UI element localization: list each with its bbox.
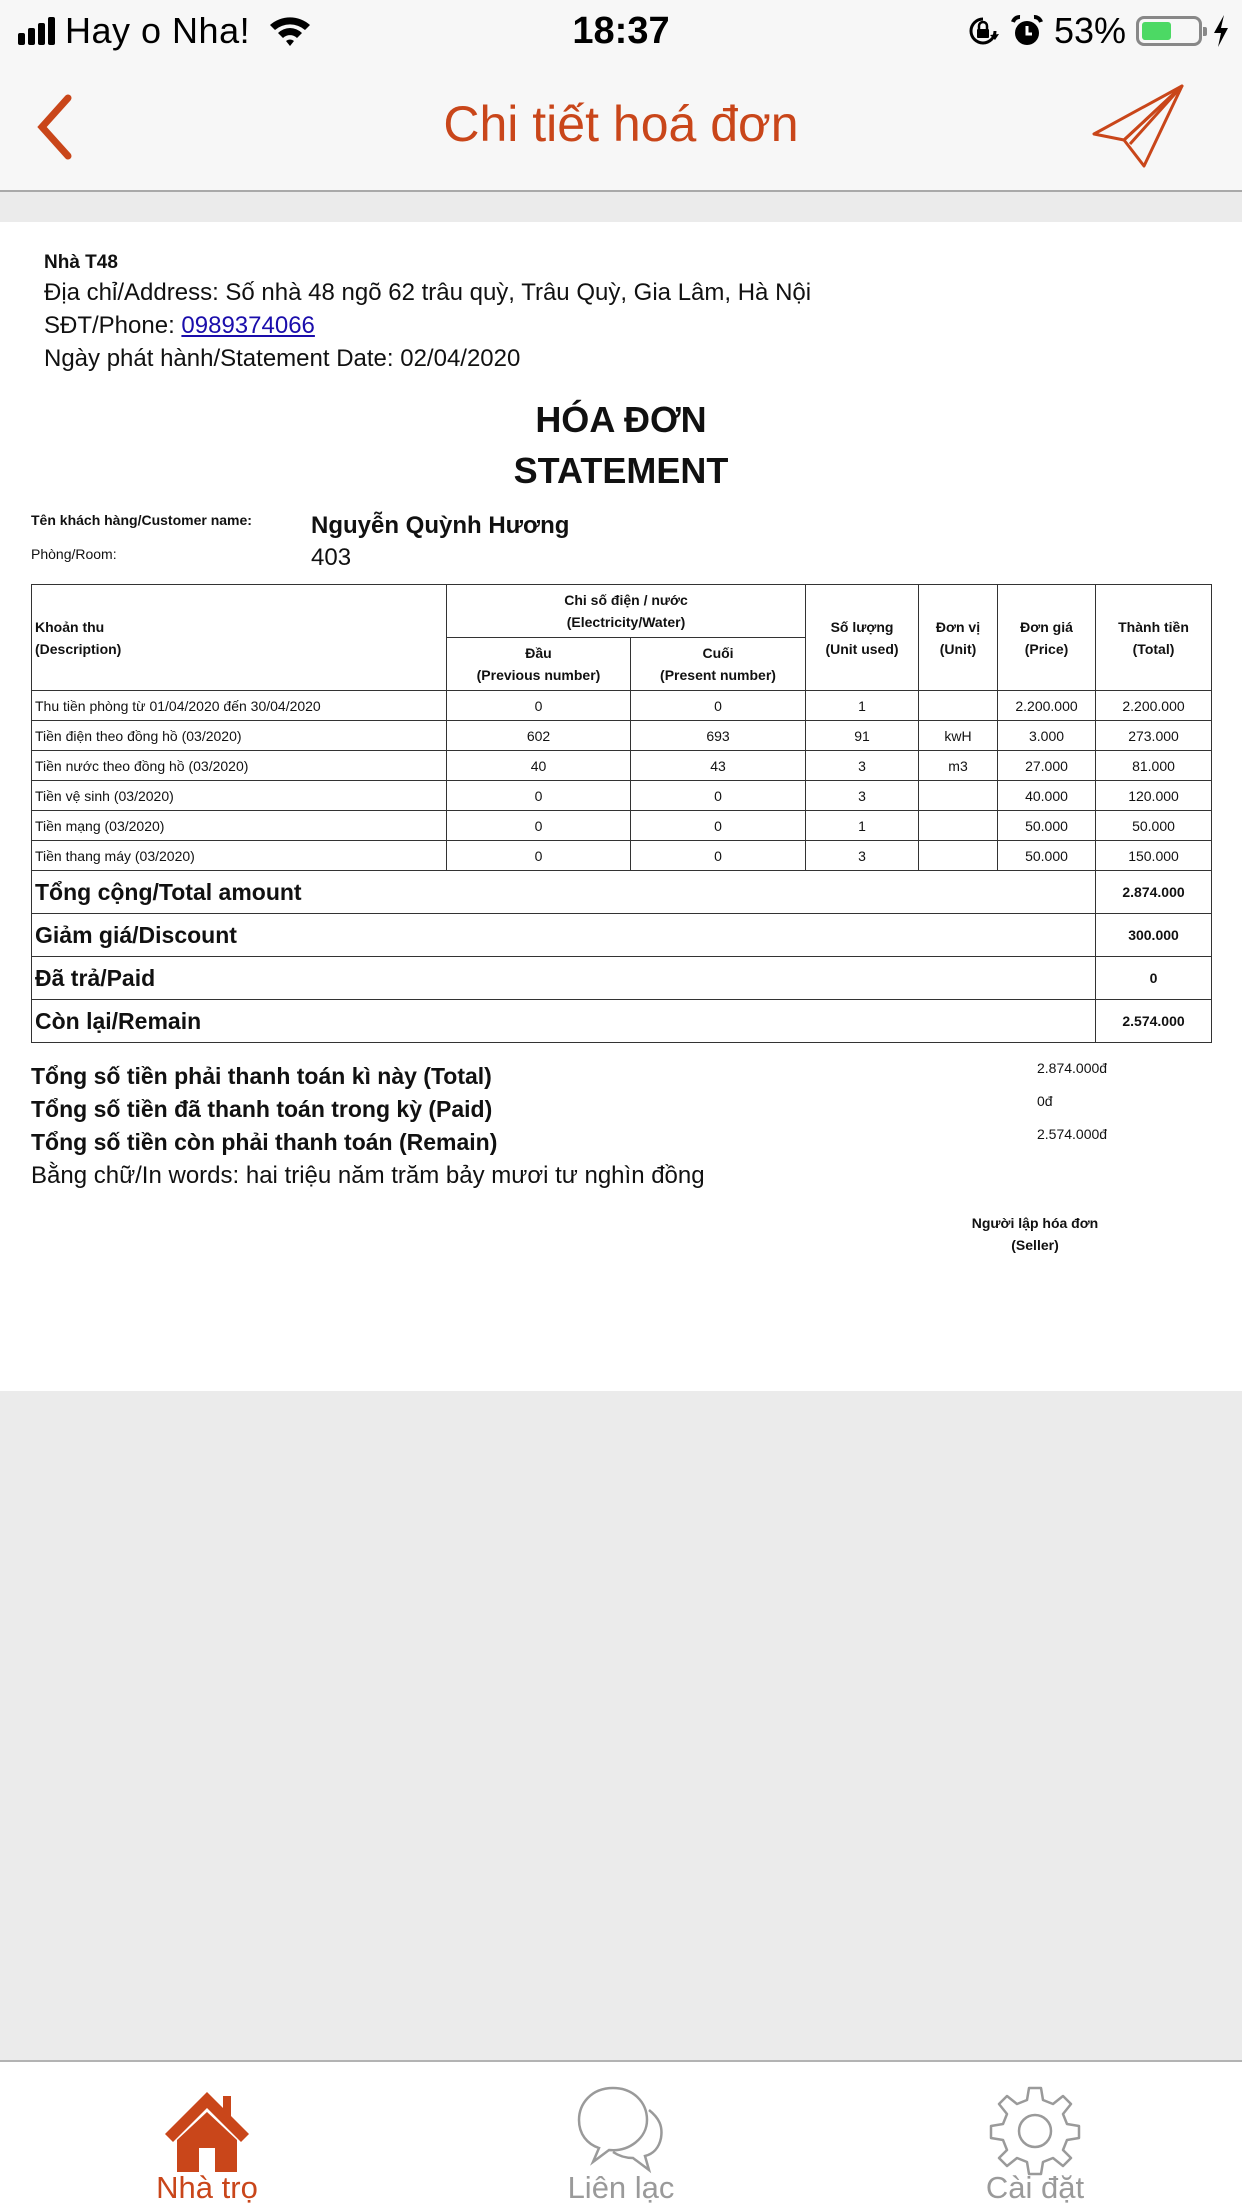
table-row <box>32 811 1212 841</box>
invoice-title-vi: HÓA ĐƠN <box>535 399 707 440</box>
seller-label: Người lập hóa đơn <box>971 1215 1099 1231</box>
phone-line <box>44 309 811 342</box>
tab-nha-tro[interactable] <box>0 2062 414 2208</box>
cell-quantity: 1 <box>806 811 919 841</box>
paid-row <box>32 957 1212 1000</box>
cell-previous: 40 <box>447 751 631 781</box>
section-divider <box>0 194 1242 222</box>
room-value: 403 <box>311 544 352 571</box>
phone-label: SĐT/Phone: <box>44 312 182 339</box>
cell-quantity: 3 <box>806 751 919 781</box>
summary-remain-label: Tổng số tiền còn phải thanh toán (Remain) <box>31 1129 498 1155</box>
cell-previous: 0 <box>447 781 631 811</box>
status-right <box>966 12 1230 50</box>
seller-label-en: (Seller) <box>1011 1237 1059 1253</box>
date-value: 02/04/2020 <box>400 345 521 372</box>
tab-cai-dat[interactable] <box>828 2062 1242 2208</box>
address-value: Số nhà 48 ngõ 62 trâu quỳ, Trâu Quỳ, Gia Lâm, Hà Nội <box>225 279 812 306</box>
cell-unit <box>919 811 998 841</box>
date-line <box>44 342 811 375</box>
total-amount-row <box>32 871 1212 914</box>
cell-quantity: 3 <box>806 781 919 811</box>
seller-signature <box>940 1212 1130 1256</box>
invoice-title-en: STATEMENT <box>513 450 729 491</box>
status-bar <box>0 0 1242 62</box>
cell-description: Thu tiền phòng từ 01/04/2020 đến 30/04/2020 <box>32 691 447 721</box>
header-unit: Đơn vị (Unit) <box>919 585 998 691</box>
table-row <box>32 721 1212 751</box>
battery-percent: 53% <box>1053 10 1126 51</box>
address-line <box>44 276 811 309</box>
header-present: Cuối (Present number) <box>631 638 806 691</box>
summary-remain-value: 2.574.000đ <box>1037 1126 1108 1142</box>
navigation-bar <box>0 62 1242 192</box>
cell-previous: 602 <box>447 721 631 751</box>
cell-quantity: 1 <box>806 691 919 721</box>
orientation-lock-icon <box>966 14 1000 48</box>
table-row <box>32 751 1212 781</box>
invoice-title <box>0 394 1242 496</box>
table-row <box>32 691 1212 721</box>
paid-label: Đã trả/Paid <box>32 957 1096 1000</box>
room-label: Phòng/Room: <box>31 546 117 562</box>
tab-label: Liên lạc <box>567 2170 675 2205</box>
cell-description: Tiền vệ sinh (03/2020) <box>32 781 447 811</box>
cell-previous: 0 <box>447 811 631 841</box>
alarm-icon <box>1010 14 1044 48</box>
cell-price: 2.200.000 <box>998 691 1096 721</box>
cell-total: 2.200.000 <box>1096 691 1212 721</box>
tab-label: Nhà trọ <box>156 2170 258 2205</box>
house-icon <box>159 2082 255 2178</box>
cell-previous: 0 <box>447 691 631 721</box>
paid-value: 0 <box>1096 957 1212 1000</box>
invoice-document <box>0 222 1242 1391</box>
tab-bar <box>0 2060 1242 2208</box>
cell-total: 120.000 <box>1096 781 1212 811</box>
summary-total-value: 2.874.000đ <box>1037 1060 1108 1076</box>
customer-name-label: Tên khách hàng/Customer name: <box>31 512 252 528</box>
cell-unit: m3 <box>919 751 998 781</box>
header-previous: Đầu (Previous number) <box>447 638 631 691</box>
cell-unit <box>919 781 998 811</box>
cell-price: 40.000 <box>998 781 1096 811</box>
header-quantity: Số lượng (Unit used) <box>806 585 919 691</box>
summary-paid-value: 0đ <box>1037 1093 1053 1109</box>
charging-bolt-icon <box>1212 15 1230 47</box>
gear-icon <box>987 2082 1083 2178</box>
amount-in-words: Bằng chữ/In words: hai triệu năm trăm bảy mươi tư nghìn đồng <box>31 1162 705 1189</box>
cell-unit <box>919 691 998 721</box>
cell-present: 0 <box>631 841 806 871</box>
summary-total-row <box>31 1060 1211 1093</box>
discount-row <box>32 914 1212 957</box>
cell-present: 43 <box>631 751 806 781</box>
cell-unit <box>919 841 998 871</box>
summary-remain-row <box>31 1126 1211 1159</box>
summary-paid-row <box>31 1093 1211 1126</box>
payment-summary <box>31 1060 1211 1192</box>
carrier-name: Hay o Nha! <box>65 10 251 51</box>
header-description: Khoản thu (Description) <box>32 585 447 691</box>
cell-quantity: 3 <box>806 841 919 871</box>
total-amount-value: 2.874.000 <box>1096 871 1212 914</box>
cell-description: Tiền điện theo đồng hồ (03/2020) <box>32 721 447 751</box>
cell-description: Tiền thang máy (03/2020) <box>32 841 447 871</box>
remain-value: 2.574.000 <box>1096 1000 1212 1043</box>
remain-row <box>32 1000 1212 1043</box>
chat-bubbles-icon <box>573 2082 669 2178</box>
cell-quantity: 91 <box>806 721 919 751</box>
discount-value: 300.000 <box>1096 914 1212 957</box>
address-label: Địa chỉ/Address: <box>44 279 226 306</box>
paper-plane-icon[interactable] <box>1090 82 1186 170</box>
cell-present: 0 <box>631 811 806 841</box>
header-price: Đơn giá (Price) <box>998 585 1096 691</box>
tab-label: Cài đặt <box>985 2170 1085 2205</box>
remain-label: Còn lại/Remain <box>32 1000 1096 1043</box>
cell-total: 50.000 <box>1096 811 1212 841</box>
cell-present: 0 <box>631 781 806 811</box>
summary-total-label: Tổng số tiền phải thanh toán kì này (Total) <box>31 1063 492 1089</box>
cell-total: 150.000 <box>1096 841 1212 871</box>
discount-label: Giảm giá/Discount <box>32 914 1096 957</box>
table-row <box>32 781 1212 811</box>
cell-total: 81.000 <box>1096 751 1212 781</box>
phone-link[interactable]: 0989374066 <box>181 312 315 339</box>
cell-description: Tiền nước theo đồng hồ (03/2020) <box>32 751 447 781</box>
cell-unit: kwH <box>919 721 998 751</box>
invoice-header <box>44 250 811 375</box>
cell-price: 50.000 <box>998 811 1096 841</box>
battery-icon <box>1136 16 1202 46</box>
cell-description: Tiền mạng (03/2020) <box>32 811 447 841</box>
cell-price: 27.000 <box>998 751 1096 781</box>
summary-paid-label: Tổng số tiền đã thanh toán trong kỳ (Paid) <box>31 1096 493 1122</box>
page-title: Chi tiết hoá đơn <box>443 96 799 152</box>
header-meter: Chi số điện / nước (Electricity/Water) <box>447 585 806 638</box>
customer-name: Nguyễn Quỳnh Hương <box>311 512 570 539</box>
total-amount-label: Tổng cộng/Total amount <box>32 871 1096 914</box>
header-total: Thành tiền (Total) <box>1096 585 1212 691</box>
invoice-table <box>31 584 1212 1043</box>
cell-present: 0 <box>631 691 806 721</box>
house-name: Nhà T48 <box>44 252 118 273</box>
date-label: Ngày phát hành/Statement Date: <box>44 345 401 372</box>
cell-price: 3.000 <box>998 721 1096 751</box>
cell-total: 273.000 <box>1096 721 1212 751</box>
cell-previous: 0 <box>447 841 631 871</box>
cell-price: 50.000 <box>998 841 1096 871</box>
table-row <box>32 841 1212 871</box>
tab-lien-lac[interactable] <box>414 2062 828 2208</box>
clock: 18:37 <box>572 10 670 52</box>
cell-present: 693 <box>631 721 806 751</box>
